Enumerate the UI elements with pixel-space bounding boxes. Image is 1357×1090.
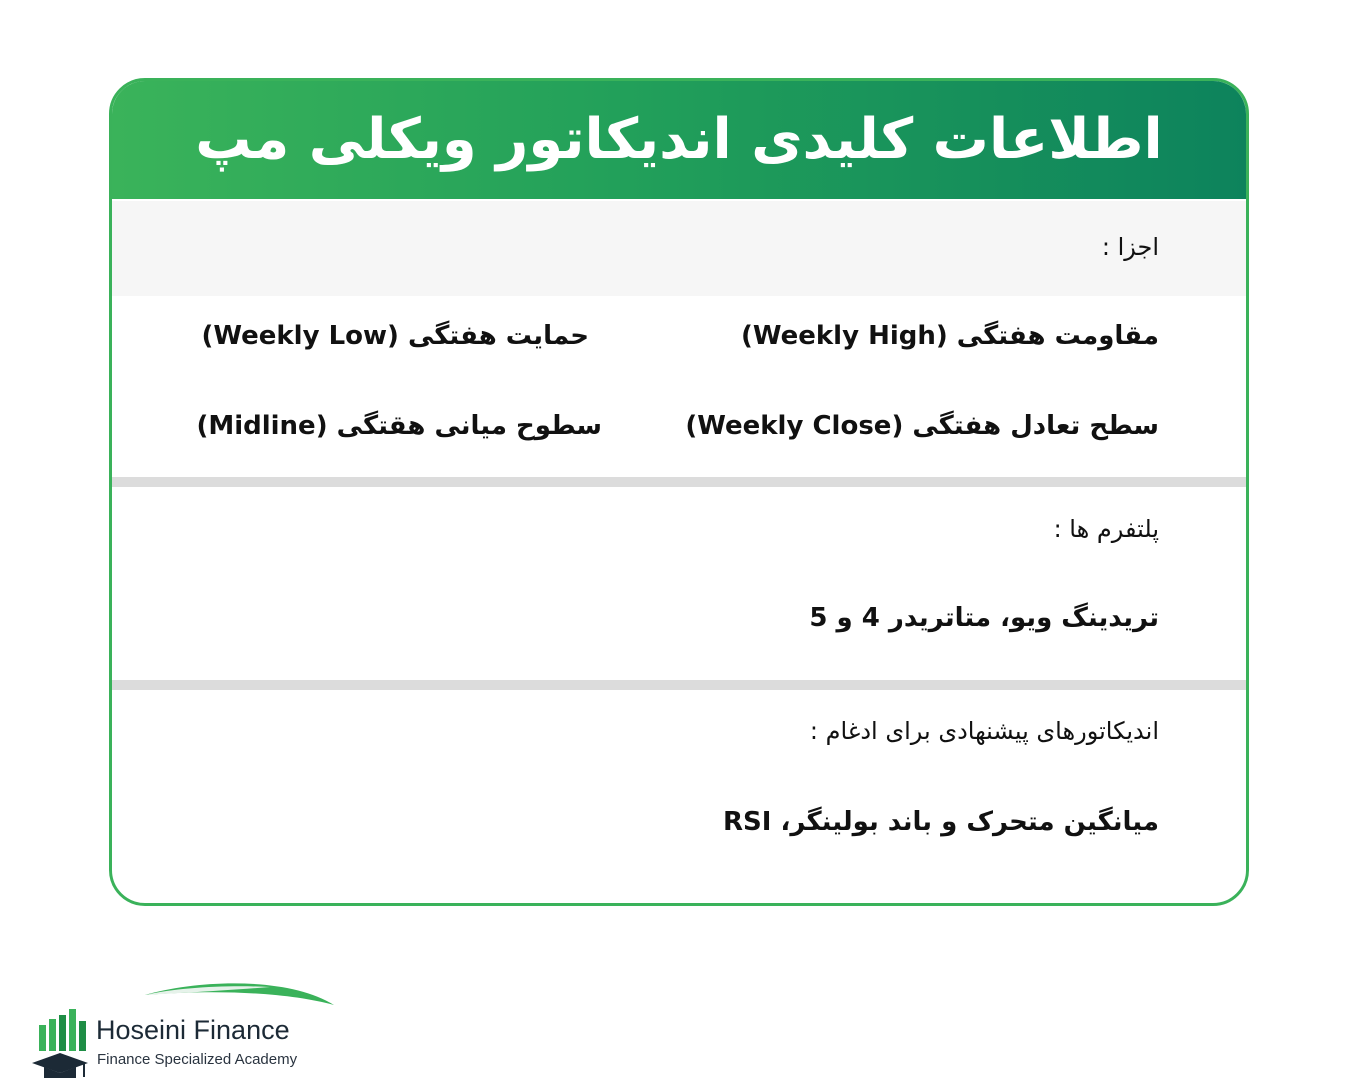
indicators-value: میانگین متحرک و باند بولینگر، RSI — [723, 807, 1159, 837]
components-label: اجزا : — [1101, 233, 1159, 261]
component-weekly-close: سطح تعادل هفتگی (Weekly Close) — [685, 411, 1159, 441]
info-card — [109, 78, 1249, 906]
brand-tagline: Finance Specialized Academy — [97, 1051, 298, 1068]
card-header — [112, 81, 1246, 199]
platforms-label: پلتفرم ها : — [1053, 515, 1159, 543]
section-divider — [112, 680, 1246, 690]
component-midline: سطوح میانی هقتگی (Midline) — [196, 411, 602, 441]
brand-logo — [30, 975, 350, 1085]
components-label-band — [112, 201, 1246, 296]
card-title: اطلاعات کلیدی اندیکاتور ویکلی مپ — [195, 107, 1163, 172]
component-weekly-high: مقاومت هفتگی (Weekly High) — [740, 321, 1159, 351]
brand-name: Hoseini Finance — [96, 1015, 290, 1045]
indicators-label: اندیکاتورهای پیشنهادی برای ادغام : — [809, 717, 1159, 745]
platforms-value: تریدینگ ویو، متاتریدر 4 و 5 — [809, 603, 1159, 633]
section-divider — [112, 477, 1246, 487]
component-weekly-low: حمایت هفتگی (Weekly Low) — [201, 321, 589, 351]
